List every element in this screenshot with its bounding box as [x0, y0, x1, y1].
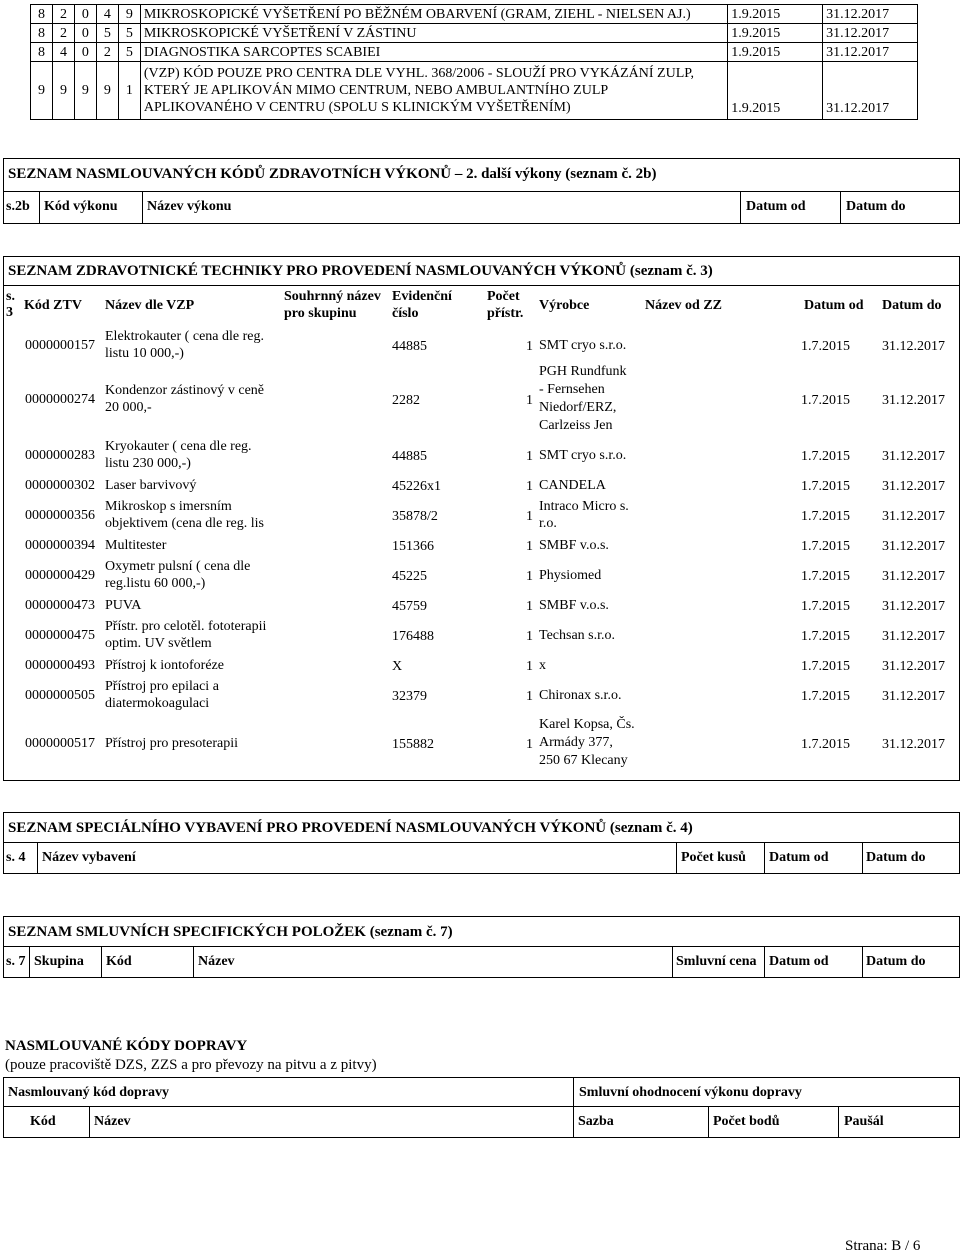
code-digit: 9 [118, 5, 140, 24]
row-datum-od: 1.7.2015 [801, 538, 850, 554]
row-nazev-vzp: Přístroj pro presoterapii [105, 735, 238, 751]
code-name: (VZP) KÓD POUZE PRO CENTRA DLE VYHL. 368/2006 - SLOUŽÍ PRO VYKÁZÁNÍ ZULP, KTERÝ JE APLIKOVÁN MIMO CENTRUM, NEBO AMBULANTNÍHO ZULP APLIKOVANÉHO V CENTRU (SPOLU S KLINICKÝM VYŠETŘENÍM) [140, 62, 727, 120]
row-datum-do: 31.12.2017 [882, 338, 945, 354]
code-digit: 2 [52, 24, 74, 43]
code-digit: 8 [31, 24, 53, 43]
row-nazev-vzp: 20 000,- [105, 400, 152, 415]
code-digit: 0 [74, 43, 96, 62]
row-evidencni-cislo: X [392, 658, 403, 674]
row-vyrobce: Intraco Micro s. [539, 499, 629, 514]
row-vyrobce: Niedorf/ERZ, [539, 400, 617, 415]
code-digit: 8 [31, 43, 53, 62]
row-vyrobce: r.o. [539, 516, 557, 531]
row-evidencni-cislo: 45225 [392, 568, 427, 584]
row-vyrobce: SMT cryo s.r.o. [539, 447, 627, 463]
doprava-subtitle: (pouze pracoviště DZS, ZZS a pro převozy na pitvu a z pitvy) [5, 1057, 377, 1073]
code-digit: 4 [52, 43, 74, 62]
row-vyrobce: PGH Rundfunk [539, 364, 627, 379]
date-to: 31.12.2017 [823, 5, 918, 24]
row-kod-ztv: 0000000429 [25, 567, 95, 583]
code-digit: 0 [74, 5, 96, 24]
code-digit: 2 [52, 5, 74, 24]
row-datum-do: 31.12.2017 [882, 448, 945, 464]
code-digit: 5 [96, 24, 118, 43]
col-kod-ztv: Kód ZTV [24, 298, 82, 313]
top-code-row [31, 62, 918, 120]
row-kod-ztv: 0000000157 [25, 337, 95, 353]
row-nazev-vzp: Přístr. pro celotěl. fototerapii [105, 619, 267, 634]
col-nazev-zz: Název od ZZ [645, 298, 722, 313]
row-datum-do: 31.12.2017 [882, 508, 945, 524]
row-pocet: 1 [526, 598, 533, 614]
row-datum-od: 1.7.2015 [801, 568, 850, 584]
page-number: Strana: B / 6 [845, 1238, 921, 1254]
row-vyrobce: Karel Kopsa, Čs. [539, 716, 635, 732]
row-datum-do: 31.12.2017 [882, 688, 945, 704]
row-evidencni-cislo: 44885 [392, 338, 427, 354]
section-3-title: SEZNAM ZDRAVOTNICKÉ TECHNIKY PRO PROVEDENÍ NASMLOUVANÝCH VÝKONŮ (seznam č. 3) [8, 263, 713, 279]
row-nazev-vzp: Přístroj k iontoforéze [105, 657, 224, 673]
row-vyrobce: CANDELA [539, 477, 606, 493]
row-vyrobce: x [539, 657, 546, 673]
row-nazev-vzp: Mikroskop s imersním [105, 499, 232, 514]
row-kod-ztv: 0000000505 [25, 687, 95, 703]
row-evidencni-cislo: 176488 [392, 628, 434, 644]
code-digit: 5 [118, 43, 140, 62]
row-nazev-vzp: diatermokoagulaci [105, 696, 210, 711]
section-4-title: SEZNAM SPECIÁLNÍHO VYBAVENÍ PRO PROVEDENÍ NASMLOUVANÝCH VÝKONŮ (seznam č. 4) [8, 820, 693, 836]
row-nazev-vzp: Elektrokauter ( cena dle reg. [105, 329, 264, 344]
top-codes-table [30, 4, 918, 120]
row-nazev-vzp: Přístroj pro epilaci a [105, 679, 219, 694]
row-datum-od: 1.7.2015 [801, 508, 850, 524]
section-7-title: SEZNAM SMLUVNÍCH SPECIFICKÝCH POLOŽEK (seznam č. 7) [8, 924, 453, 940]
row-evidencni-cislo: 151366 [392, 538, 434, 554]
row-datum-od: 1.7.2015 [801, 628, 850, 644]
row-evidencni-cislo: 45226x1 [392, 478, 441, 494]
row-datum-do: 31.12.2017 [882, 478, 945, 494]
row-datum-od: 1.7.2015 [801, 448, 850, 464]
code-digit: 2 [96, 43, 118, 62]
row-nazev-vzp: Oxymetr pulsní ( cena dle [105, 559, 251, 574]
date-to: 31.12.2017 [823, 24, 918, 43]
code-digit: 0 [74, 24, 96, 43]
code-digit: 8 [31, 5, 53, 24]
row-evidencni-cislo: 44885 [392, 448, 427, 464]
row-kod-ztv: 0000000302 [25, 477, 95, 493]
row-nazev-vzp: listu 230 000,-) [105, 456, 191, 471]
row-datum-do: 31.12.2017 [882, 392, 945, 408]
date-to: 31.12.2017 [823, 43, 918, 62]
row-vyrobce: SMT cryo s.r.o. [539, 337, 627, 353]
code-name: MIKROSKOPICKÉ VYŠETŘENÍ PO BĚŽNÉM OBARVENÍ (GRAM, ZIEHL - NIELSEN AJ.) [140, 5, 727, 24]
row-kod-ztv: 0000000283 [25, 447, 95, 463]
row-kod-ztv: 0000000274 [25, 391, 95, 407]
row-vyrobce: 250 67 Klecany [539, 752, 628, 768]
col-nazev-vykonu: Název výkonu [147, 199, 232, 214]
top-code-row [31, 43, 918, 62]
code-digit: 9 [31, 62, 53, 120]
row-datum-od: 1.7.2015 [801, 338, 850, 354]
col-datum-do: Datum do [846, 199, 906, 214]
code-digit: 5 [118, 24, 140, 43]
row-nazev-vzp: objektivem (cena dle reg. lis [105, 516, 264, 531]
code-name: MIKROSKOPICKÉ VYŠETŘENÍ V ZÁSTINU [140, 24, 727, 43]
row-datum-do: 31.12.2017 [882, 628, 945, 644]
col-kod-vykonu: Kód výkonu [44, 199, 118, 214]
code-name: DIAGNOSTIKA SARCOPTES SCABIEI [140, 43, 727, 62]
row-vyrobce: - Fernsehen [539, 382, 605, 397]
date-to: 31.12.2017 [823, 62, 918, 120]
row-vyrobce: SMBF v.o.s. [539, 537, 609, 553]
row-datum-od: 1.7.2015 [801, 736, 850, 752]
row-vyrobce: Armády 377, [539, 734, 613, 750]
row-kod-ztv: 0000000473 [25, 597, 95, 613]
row-datum-do: 31.12.2017 [882, 598, 945, 614]
top-code-row [31, 24, 918, 43]
row-datum-do: 31.12.2017 [882, 658, 945, 674]
row-nazev-vzp: listu 10 000,-) [105, 346, 184, 361]
code-digit: 4 [96, 5, 118, 24]
row-datum-do: 31.12.2017 [882, 538, 945, 554]
col-s2b: s.2b [6, 199, 30, 214]
row-datum-do: 31.12.2017 [882, 568, 945, 584]
row-datum-od: 1.7.2015 [801, 392, 850, 408]
row-nazev-vzp: Multitester [105, 537, 167, 553]
row-pocet: 1 [526, 508, 533, 524]
row-vyrobce: Physiomed [539, 567, 602, 583]
row-vyrobce: SMBF v.o.s. [539, 597, 609, 613]
date-from: 1.9.2015 [728, 24, 823, 43]
row-datum-od: 1.7.2015 [801, 478, 850, 494]
row-pocet: 1 [526, 448, 533, 464]
row-vyrobce: Chironax s.r.o. [539, 687, 622, 703]
row-kod-ztv: 0000000475 [25, 627, 95, 643]
row-vyrobce: Techsan s.r.o. [539, 627, 616, 643]
row-evidencni-cislo: 155882 [392, 736, 434, 752]
row-datum-od: 1.7.2015 [801, 598, 850, 614]
date-from: 1.9.2015 [728, 62, 823, 120]
section-2b-title: SEZNAM NASMLOUVANÝCH KÓDŮ ZDRAVOTNÍCH VÝKONŮ – 2. další výkony (seznam č. 2b) [8, 166, 657, 182]
col-nazev-vzp: Název dle VZP [105, 298, 195, 313]
row-datum-do: 31.12.2017 [882, 736, 945, 752]
row-pocet: 1 [526, 478, 533, 494]
date-from: 1.9.2015 [728, 43, 823, 62]
row-nazev-vzp: PUVA [105, 597, 142, 613]
row-datum-od: 1.7.2015 [801, 688, 850, 704]
row-datum-od: 1.7.2015 [801, 658, 850, 674]
row-kod-ztv: 0000000356 [25, 507, 95, 523]
row-nazev-vzp: reg.listu 60 000,-) [105, 576, 206, 591]
row-pocet: 1 [526, 568, 533, 584]
row-kod-ztv: 0000000493 [25, 657, 95, 673]
code-digit: 1 [118, 62, 140, 120]
row-evidencni-cislo: 2282 [392, 392, 420, 408]
top-code-row [31, 5, 918, 24]
row-pocet: 1 [526, 688, 533, 704]
row-evidencni-cislo: 32379 [392, 688, 427, 704]
row-pocet: 1 [526, 736, 533, 752]
row-pocet: 1 [526, 628, 533, 644]
row-nazev-vzp: Laser barvivový [105, 477, 197, 493]
row-kod-ztv: 0000000394 [25, 537, 95, 553]
row-kod-ztv: 0000000517 [25, 735, 95, 751]
code-digit: 9 [74, 62, 96, 120]
row-nazev-vzp: Kondenzor zástinový v ceně [105, 383, 264, 398]
row-evidencni-cislo: 35878/2 [392, 508, 438, 524]
date-from: 1.9.2015 [728, 5, 823, 24]
row-pocet: 1 [526, 658, 533, 674]
col-vyrobce: Výrobce [539, 298, 590, 313]
col-datum-od: Datum od [746, 199, 806, 214]
code-digit: 9 [96, 62, 118, 120]
row-evidencni-cislo: 45759 [392, 598, 427, 614]
doprava-title: NASMLOUVANÉ KÓDY DOPRAVY [5, 1038, 248, 1054]
row-pocet: 1 [526, 392, 533, 408]
row-pocet: 1 [526, 338, 533, 354]
code-digit: 9 [52, 62, 74, 120]
row-vyrobce: Carlzeiss Jen [539, 418, 613, 433]
row-nazev-vzp: Kryokauter ( cena dle reg. [105, 439, 252, 454]
row-pocet: 1 [526, 538, 533, 554]
row-nazev-vzp: optim. UV světlem [105, 636, 212, 651]
